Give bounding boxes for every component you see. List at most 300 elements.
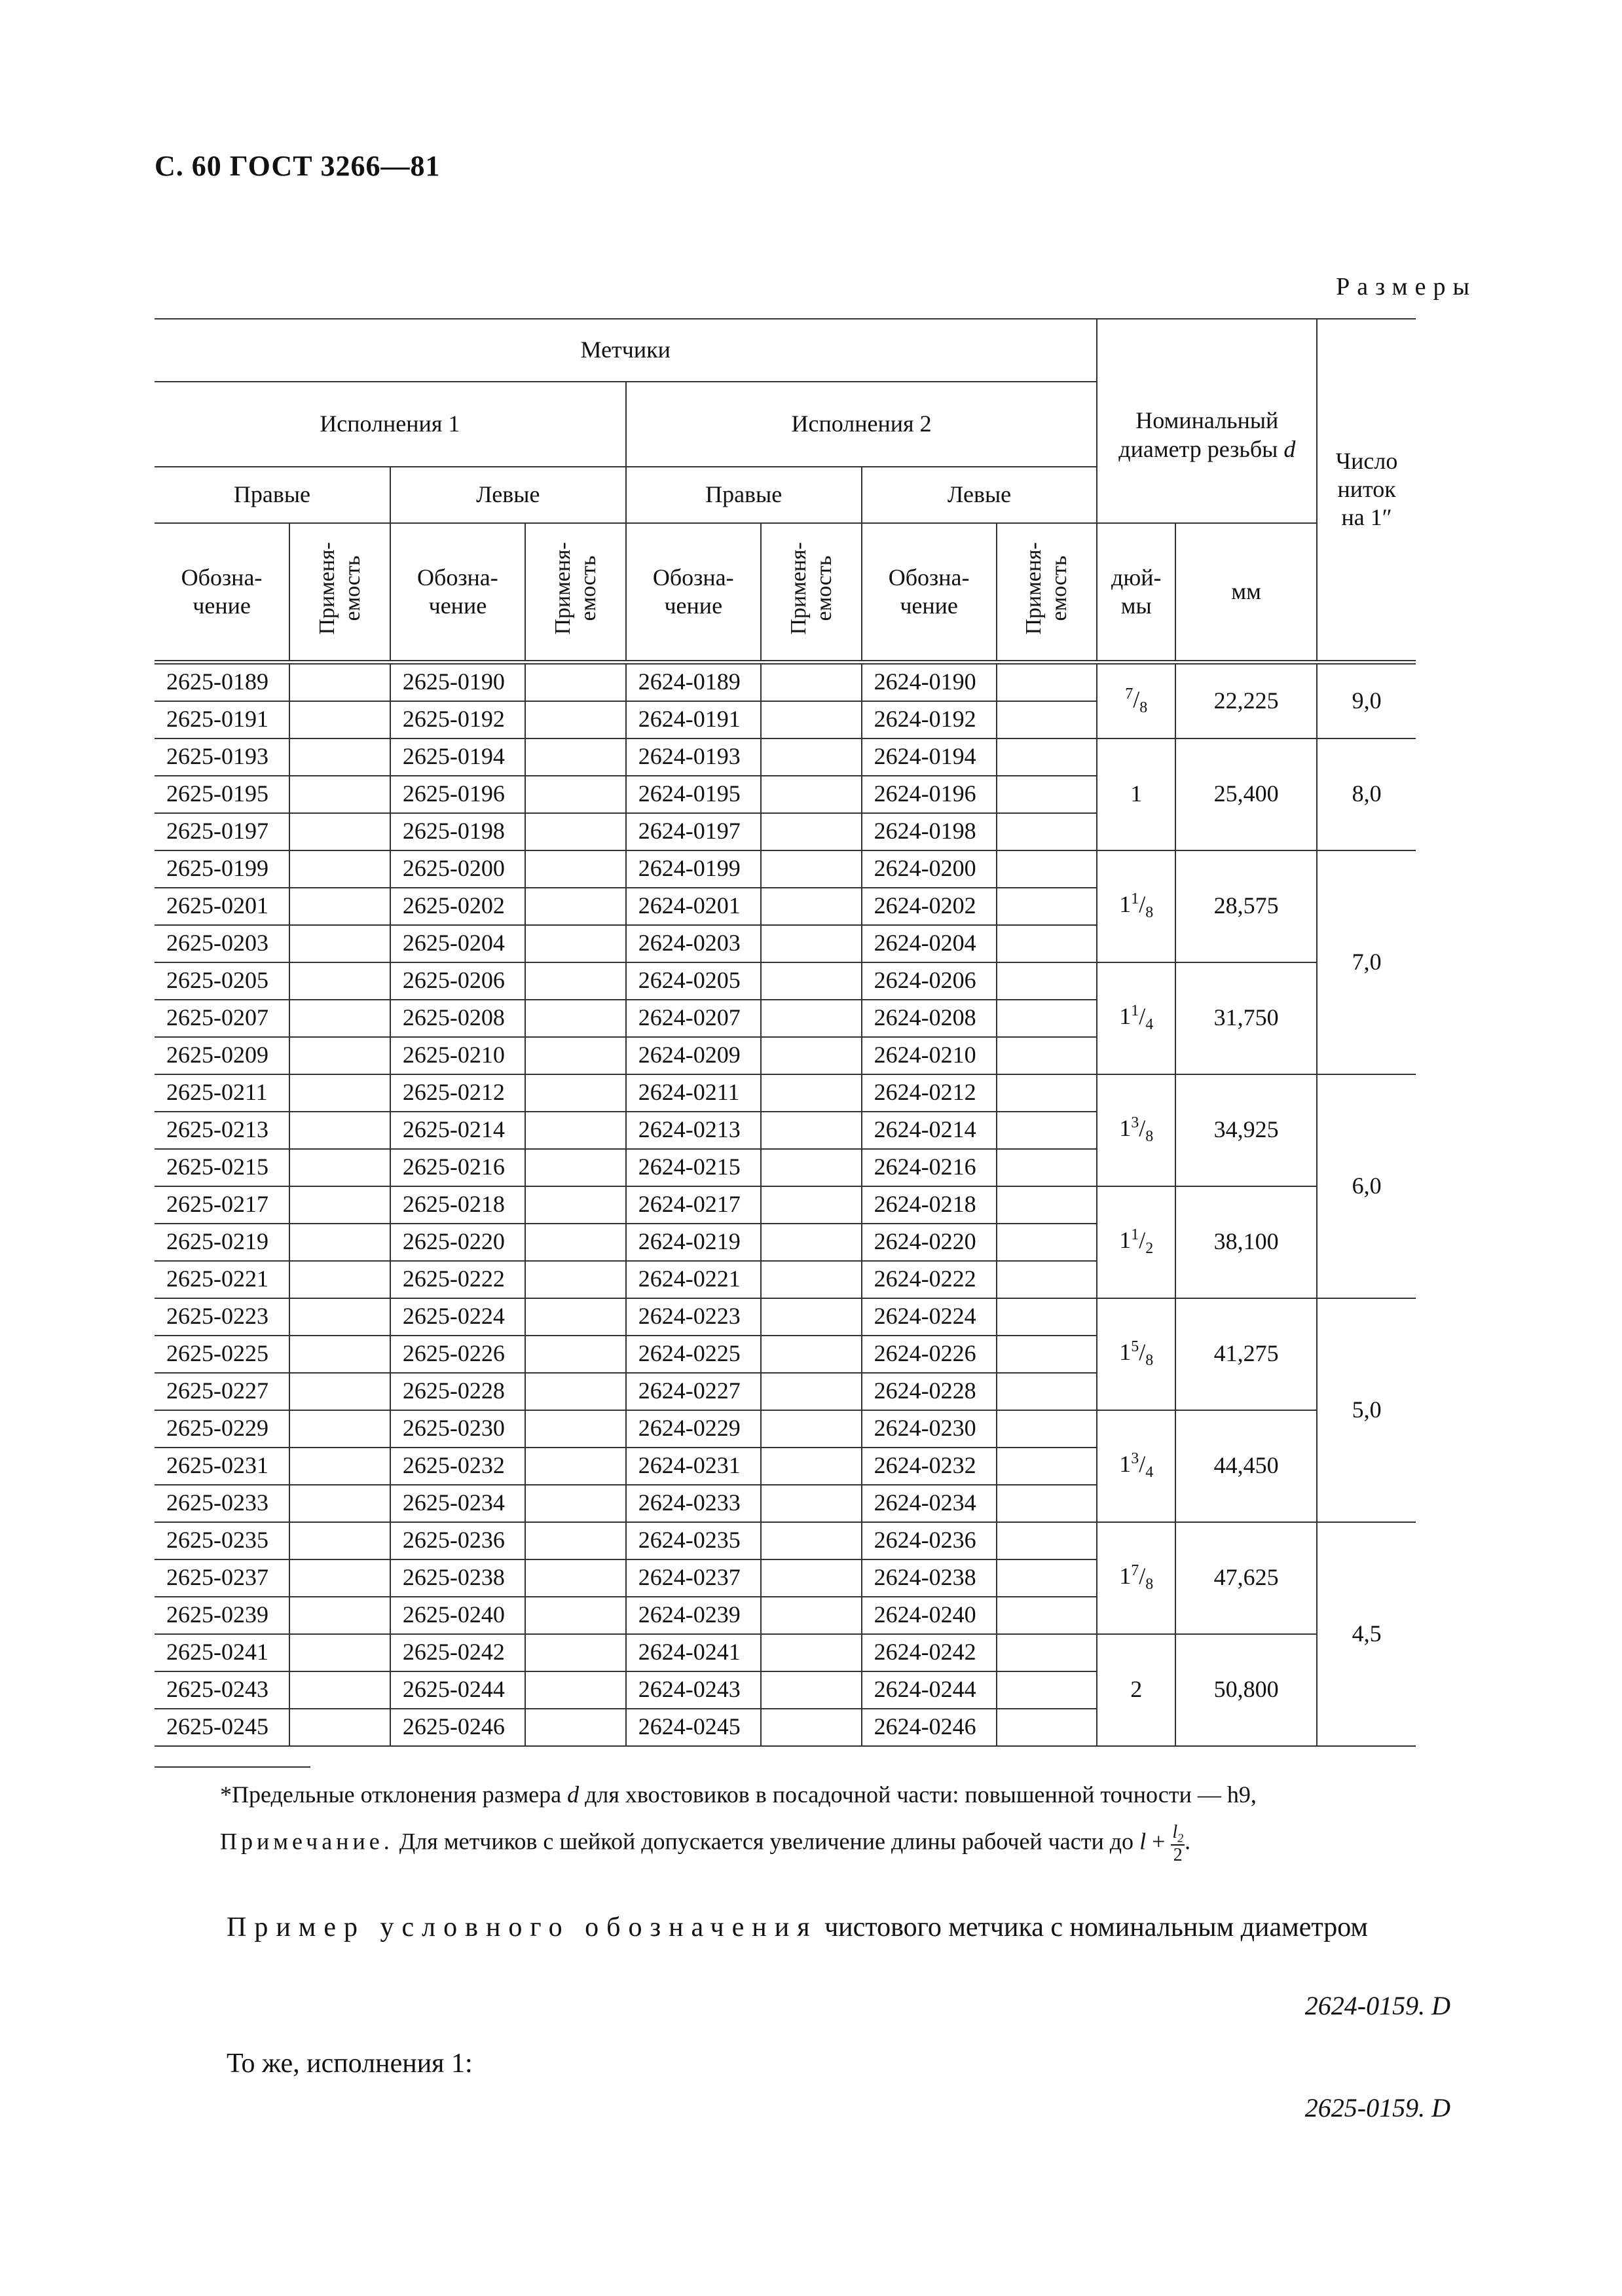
applicability-cell xyxy=(761,701,862,738)
inch-slash: / xyxy=(1139,1339,1146,1365)
designation-cell: 2624-0228 xyxy=(862,1373,997,1410)
header-inches: дюй- мы xyxy=(1097,523,1175,662)
designation-cell: 2624-0200 xyxy=(862,850,997,888)
applicability-cell xyxy=(761,1373,862,1410)
designation-cell: 2625-0208 xyxy=(390,1000,525,1037)
designation-cell: 2625-0212 xyxy=(390,1074,525,1112)
designation-cell: 2624-0245 xyxy=(626,1709,761,1746)
designation-cell: 2625-0240 xyxy=(390,1597,525,1634)
applicability-cell xyxy=(525,1224,626,1261)
inch-numerator: 3 xyxy=(1131,1114,1139,1131)
applicability-cell xyxy=(525,662,626,701)
applicability-cell xyxy=(289,1224,390,1261)
threads-per-inch-cell: 8,0 xyxy=(1317,738,1416,850)
inch-numerator: 5 xyxy=(1131,1338,1139,1355)
applicability-cell xyxy=(289,738,390,776)
designation-cell: 2625-0189 xyxy=(155,662,289,701)
inch-whole: 1 xyxy=(1119,1227,1132,1253)
table-body xyxy=(155,662,1416,1746)
designation-cell: 2625-0231 xyxy=(155,1448,289,1485)
designation-cell: 2625-0216 xyxy=(390,1149,525,1186)
note xyxy=(220,1823,1190,1865)
designation-cell: 2625-0191 xyxy=(155,701,289,738)
designation-cell: 2625-0222 xyxy=(390,1261,525,1298)
applicability-cell xyxy=(997,1298,1097,1336)
applicability-cell xyxy=(997,1149,1097,1186)
designation-cell: 2625-0198 xyxy=(390,813,525,850)
applicability-cell xyxy=(761,1336,862,1373)
applicability-cell xyxy=(997,962,1097,1000)
applicability-cell xyxy=(525,1597,626,1634)
designation-cell: 2624-0214 xyxy=(862,1112,997,1149)
applicability-cell xyxy=(525,1559,626,1597)
designation-cell: 2624-0227 xyxy=(626,1373,761,1410)
applicability-cell xyxy=(525,1149,626,1186)
table-row xyxy=(155,662,1416,701)
applicability-cell xyxy=(525,1634,626,1671)
applicability-cell xyxy=(997,1261,1097,1298)
taps-table xyxy=(155,318,1416,1747)
inch-whole: 1 xyxy=(1119,1003,1132,1029)
designation-cell: 2625-0209 xyxy=(155,1037,289,1074)
applicability-cell xyxy=(997,1709,1097,1746)
footnote xyxy=(220,1781,1257,1808)
designation-cell: 2625-0242 xyxy=(390,1634,525,1671)
applicability-cell xyxy=(525,1522,626,1559)
applicability-cell xyxy=(997,701,1097,738)
designation-cell: 2625-0211 xyxy=(155,1074,289,1112)
threads-per-inch-cell: 4,5 xyxy=(1317,1522,1416,1746)
applicability-cell xyxy=(525,1336,626,1373)
table-row xyxy=(155,1074,1416,1112)
diameter-inches-cell xyxy=(1097,1634,1175,1746)
designation-cell: 2624-0219 xyxy=(626,1224,761,1261)
designation-cell: 2625-0246 xyxy=(390,1709,525,1746)
applicability-cell xyxy=(525,1373,626,1410)
applicability-cell xyxy=(525,962,626,1000)
inch-numerator: 1 xyxy=(1131,890,1139,907)
applicability-cell xyxy=(761,776,862,813)
designation-cell: 2625-0197 xyxy=(155,813,289,850)
applicability-cell xyxy=(525,1485,626,1522)
header-taps: Метчики xyxy=(155,319,1097,382)
applicability-cell xyxy=(525,1709,626,1746)
applicability-cell xyxy=(761,1448,862,1485)
applicability-cell xyxy=(525,1037,626,1074)
designation-cell: 2624-0238 xyxy=(862,1559,997,1597)
fraction-denominator: 2 xyxy=(1173,1845,1183,1866)
fraction-numerator-sub: 2 xyxy=(1177,1831,1184,1845)
inch-slash: / xyxy=(1139,891,1146,917)
inch-denominator: 4 xyxy=(1145,1016,1154,1034)
designation-cell: 2625-0223 xyxy=(155,1298,289,1336)
applicability-cell xyxy=(997,1597,1097,1634)
designation-cell: 2624-0213 xyxy=(626,1112,761,1149)
designation-cell: 2624-0234 xyxy=(862,1485,997,1522)
inch-slash: / xyxy=(1139,1003,1146,1029)
applicability-cell xyxy=(997,662,1097,701)
diameter-inches-cell xyxy=(1097,962,1175,1074)
inch-slash: / xyxy=(1139,1115,1146,1141)
designation-cell: 2624-0224 xyxy=(862,1298,997,1336)
header-v1-right: Правые xyxy=(155,467,390,523)
applicability-cell xyxy=(761,850,862,888)
applicability-cell xyxy=(761,1485,862,1522)
applicability-cell xyxy=(289,1186,390,1224)
designation-cell: 2625-0190 xyxy=(390,662,525,701)
designation-cell: 2625-0210 xyxy=(390,1037,525,1074)
applicability-cell xyxy=(997,1037,1097,1074)
applicability-cell xyxy=(289,962,390,1000)
diameter-inches-cell xyxy=(1097,1410,1175,1522)
footnote-rule xyxy=(155,1766,310,1768)
applicability-cell xyxy=(289,1559,390,1597)
applicability-cell xyxy=(761,1074,862,1112)
nominal-diameter-label: Номинальный диаметр резьбы d xyxy=(1118,407,1296,462)
diameter-mm-cell: 47,625 xyxy=(1175,1522,1317,1634)
diameter-inches-value xyxy=(1119,890,1154,922)
note-formula-fraction xyxy=(1171,1823,1185,1865)
designation-cell: 2625-0199 xyxy=(155,850,289,888)
applicability-cell xyxy=(525,1261,626,1298)
designation-cell: 2624-0217 xyxy=(626,1186,761,1224)
applicability-cell xyxy=(289,1000,390,1037)
designation-cell: 2624-0215 xyxy=(626,1149,761,1186)
applicability-cell xyxy=(997,1485,1097,1522)
applicability-cell xyxy=(997,1000,1097,1037)
applicability-cell xyxy=(761,813,862,850)
applicability-cell xyxy=(289,1634,390,1671)
applicability-cell xyxy=(289,1261,390,1298)
designation-cell: 2625-0235 xyxy=(155,1522,289,1559)
inch-numerator: 1 xyxy=(1131,1002,1139,1019)
diameter-inches-cell xyxy=(1097,1522,1175,1634)
page-header: С. 60 ГОСТ 3266—81 xyxy=(155,150,441,182)
diameter-inches-value xyxy=(1130,780,1142,807)
applicability-cell xyxy=(289,1298,390,1336)
designation-cell: 2624-0199 xyxy=(626,850,761,888)
threads-per-inch-cell: 6,0 xyxy=(1317,1074,1416,1298)
inch-whole: 1 xyxy=(1119,1563,1132,1589)
designation-cell: 2625-0238 xyxy=(390,1559,525,1597)
applicability-cell xyxy=(761,738,862,776)
inch-whole: 2 xyxy=(1130,1676,1143,1703)
designation-cell: 2624-0190 xyxy=(862,662,997,701)
diameter-inches-cell xyxy=(1097,850,1175,962)
diameter-mm-cell: 22,225 xyxy=(1175,662,1317,738)
inch-whole: 1 xyxy=(1130,780,1143,807)
designation-cell: 2624-0221 xyxy=(626,1261,761,1298)
designation-cell: 2624-0201 xyxy=(626,888,761,925)
designation-cell: 2625-0244 xyxy=(390,1671,525,1709)
designation-cell: 2624-0211 xyxy=(626,1074,761,1112)
applicability-cell xyxy=(997,813,1097,850)
designation-cell: 2625-0220 xyxy=(390,1224,525,1261)
inch-numerator: 7 xyxy=(1125,685,1134,702)
designation-cell: 2624-0229 xyxy=(626,1410,761,1448)
header-version-1: Исполнения 1 xyxy=(155,382,626,467)
applicability-cell xyxy=(761,962,862,1000)
applicability-cell xyxy=(289,1671,390,1709)
applicability-cell xyxy=(761,1522,862,1559)
header-version-2: Исполнения 2 xyxy=(626,382,1097,467)
diameter-inches-value xyxy=(1119,1226,1154,1258)
header-applicability: Применя- емость xyxy=(761,523,862,662)
applicability-cell xyxy=(997,738,1097,776)
designation-cell: 2624-0233 xyxy=(626,1485,761,1522)
inch-denominator: 8 xyxy=(1145,1128,1154,1146)
applicability-cell xyxy=(761,1298,862,1336)
fraction-numerator: l xyxy=(1172,1822,1178,1842)
applicability-cell xyxy=(997,1112,1097,1149)
designation-cell: 2624-0244 xyxy=(862,1671,997,1709)
designation-cell: 2624-0204 xyxy=(862,925,997,962)
applicability-cell xyxy=(525,1410,626,1448)
applicability-cell xyxy=(289,1074,390,1112)
applicability-cell xyxy=(289,701,390,738)
table-row xyxy=(155,1410,1416,1448)
applicability-cell xyxy=(289,1709,390,1746)
applicability-cell xyxy=(761,1597,862,1634)
inch-denominator: 2 xyxy=(1145,1240,1154,1258)
designation-cell: 2625-0226 xyxy=(390,1336,525,1373)
designation-cell: 2625-0213 xyxy=(155,1112,289,1149)
inch-slash: / xyxy=(1139,1227,1146,1253)
applicability-cell xyxy=(997,1373,1097,1410)
applicability-cell xyxy=(761,1186,862,1224)
applicability-cell xyxy=(289,813,390,850)
applicability-cell xyxy=(525,1074,626,1112)
applicability-cell xyxy=(997,1410,1097,1448)
applicability-cell xyxy=(761,1671,862,1709)
designation-cell: 2624-0210 xyxy=(862,1037,997,1074)
note-text: Для метчиков с шейкой допускается увеличение длины рабочей части до xyxy=(393,1828,1140,1855)
designation-cell: 2624-0193 xyxy=(626,738,761,776)
diameter-inches-value xyxy=(1130,1676,1142,1702)
designation-cell: 2625-0214 xyxy=(390,1112,525,1149)
applicability-cell xyxy=(289,1522,390,1559)
applicability-cell xyxy=(997,1448,1097,1485)
header-v2-left: Левые xyxy=(862,467,1097,523)
applicability-cell xyxy=(997,925,1097,962)
applicability-cell xyxy=(289,1485,390,1522)
header-threads: Число ниток на 1″ xyxy=(1317,319,1416,662)
applicability-cell xyxy=(997,1634,1097,1671)
designation-cell: 2625-0232 xyxy=(390,1448,525,1485)
diameter-inches-cell xyxy=(1097,1074,1175,1186)
designation-cell: 2624-0196 xyxy=(862,776,997,813)
designation-cell: 2625-0193 xyxy=(155,738,289,776)
note-formula-plus: + xyxy=(1146,1828,1171,1855)
inch-denominator: 8 xyxy=(1145,1576,1154,1594)
table-row xyxy=(155,1522,1416,1559)
note-end: . xyxy=(1185,1828,1191,1855)
applicability-cell xyxy=(997,1671,1097,1709)
designation-cell: 2625-0194 xyxy=(390,738,525,776)
header-designation: Обозна- чение xyxy=(626,523,761,662)
applicability-cell xyxy=(289,1597,390,1634)
applicability-cell xyxy=(525,1298,626,1336)
applicability-cell xyxy=(289,776,390,813)
diameter-mm-cell: 38,100 xyxy=(1175,1186,1317,1298)
applicability-cell xyxy=(289,1336,390,1373)
designation-cell: 2624-0218 xyxy=(862,1186,997,1224)
header-nominal-diameter xyxy=(1097,319,1317,523)
designation-cell: 2625-0204 xyxy=(390,925,525,962)
applicability-cell xyxy=(997,1186,1097,1224)
designation-cell: 2625-0195 xyxy=(155,776,289,813)
designation-cell: 2624-0240 xyxy=(862,1597,997,1634)
designation-cell: 2625-0215 xyxy=(155,1149,289,1186)
header-v1-left: Левые xyxy=(390,467,626,523)
diameter-inches-cell xyxy=(1097,738,1175,850)
applicability-cell xyxy=(289,888,390,925)
example-same: То же, исполнения 1: xyxy=(227,2049,473,2079)
diameter-mm-cell: 41,275 xyxy=(1175,1298,1317,1410)
inch-whole: 1 xyxy=(1119,1339,1132,1365)
diameter-inches-value xyxy=(1119,1450,1154,1482)
designation-cell: 2625-0192 xyxy=(390,701,525,738)
designation-cell: 2624-0202 xyxy=(862,888,997,925)
designation-cell: 2625-0230 xyxy=(390,1410,525,1448)
designation-cell: 2625-0245 xyxy=(155,1709,289,1746)
applicability-cell xyxy=(525,1671,626,1709)
header-applicability: Применя- емость xyxy=(289,523,390,662)
designation-cell: 2624-0235 xyxy=(626,1522,761,1559)
designation-cell: 2624-0246 xyxy=(862,1709,997,1746)
designation-cell: 2625-0241 xyxy=(155,1634,289,1671)
applicability-cell xyxy=(761,1000,862,1037)
designation-cell: 2625-0237 xyxy=(155,1559,289,1597)
example xyxy=(227,1912,1368,1943)
designation-cell: 2625-0225 xyxy=(155,1336,289,1373)
applicability-cell xyxy=(997,1522,1097,1559)
inch-whole: 1 xyxy=(1119,891,1132,917)
diameter-mm-cell: 34,925 xyxy=(1175,1074,1317,1186)
applicability-cell xyxy=(525,776,626,813)
inch-denominator: 4 xyxy=(1145,1464,1154,1482)
applicability-cell xyxy=(289,850,390,888)
applicability-cell xyxy=(997,850,1097,888)
applicability-cell xyxy=(525,1112,626,1149)
designation-cell: 2625-0228 xyxy=(390,1373,525,1410)
designation-cell: 2624-0192 xyxy=(862,701,997,738)
designation-cell: 2624-0191 xyxy=(626,701,761,738)
header-mm: мм xyxy=(1175,523,1317,662)
designation-cell: 2624-0242 xyxy=(862,1634,997,1671)
designation-cell: 2625-0196 xyxy=(390,776,525,813)
header-designation: Обозна- чение xyxy=(390,523,525,662)
inch-denominator: 8 xyxy=(1145,904,1154,922)
designation-cell: 2624-0209 xyxy=(626,1037,761,1074)
footnote-suffix: для хвостовиков в посадочной части: повышенной точности — h9, xyxy=(579,1781,1257,1808)
applicability-cell xyxy=(761,1261,862,1298)
designation-cell: 2624-0226 xyxy=(862,1336,997,1373)
header-designation: Обозна- чение xyxy=(155,523,289,662)
applicability-cell xyxy=(761,1224,862,1261)
inch-slash: / xyxy=(1139,1451,1146,1477)
table-row xyxy=(155,1298,1416,1336)
designation-cell: 2624-0222 xyxy=(862,1261,997,1298)
designation-cell: 2625-0200 xyxy=(390,850,525,888)
applicability-cell xyxy=(289,662,390,701)
applicability-cell xyxy=(289,1149,390,1186)
table-header xyxy=(155,319,1416,662)
designation-cell: 2625-0202 xyxy=(390,888,525,925)
applicability-cell xyxy=(761,1410,862,1448)
applicability-cell xyxy=(289,1373,390,1410)
applicability-cell xyxy=(997,1074,1097,1112)
inch-whole: 1 xyxy=(1119,1451,1132,1477)
designation-cell: 2625-0217 xyxy=(155,1186,289,1224)
designation-cell: 2624-0237 xyxy=(626,1559,761,1597)
designation-cell: 2624-0223 xyxy=(626,1298,761,1336)
inch-numerator: 1 xyxy=(1131,1226,1139,1243)
diameter-mm-cell: 31,750 xyxy=(1175,962,1317,1074)
header-applicability: Применя- емость xyxy=(997,523,1097,662)
applicability-cell xyxy=(289,1410,390,1448)
inch-slash: / xyxy=(1133,685,1140,712)
diameter-inches-value xyxy=(1119,1114,1154,1146)
applicability-cell xyxy=(761,1149,862,1186)
diameter-mm-cell: 25,400 xyxy=(1175,738,1317,850)
applicability-cell xyxy=(525,1000,626,1037)
designation-cell: 2624-0225 xyxy=(626,1336,761,1373)
designation-cell: 2624-0230 xyxy=(862,1410,997,1448)
table-row xyxy=(155,962,1416,1000)
applicability-cell xyxy=(525,925,626,962)
applicability-cell xyxy=(997,1224,1097,1261)
designation-cell: 2625-0234 xyxy=(390,1485,525,1522)
threads-per-inch-cell: 5,0 xyxy=(1317,1298,1416,1522)
applicability-cell xyxy=(289,925,390,962)
threads-per-inch-cell: 7,0 xyxy=(1317,850,1416,1074)
designation-cell: 2624-0216 xyxy=(862,1149,997,1186)
applicability-cell xyxy=(289,1112,390,1149)
designation-cell: 2624-0207 xyxy=(626,1000,761,1037)
applicability-cell xyxy=(525,701,626,738)
designation-cell: 2624-0232 xyxy=(862,1448,997,1485)
designation-cell: 2625-0233 xyxy=(155,1485,289,1522)
applicability-cell xyxy=(997,888,1097,925)
designation-cell: 2624-0197 xyxy=(626,813,761,850)
applicability-cell xyxy=(525,813,626,850)
note-formula-l: l xyxy=(1139,1828,1147,1855)
designation-cell: 2625-0221 xyxy=(155,1261,289,1298)
diameter-inches-value xyxy=(1119,1338,1154,1370)
applicability-cell xyxy=(761,925,862,962)
designation-cell: 2625-0207 xyxy=(155,1000,289,1037)
designation-cell: 2625-0206 xyxy=(390,962,525,1000)
inch-numerator: 3 xyxy=(1131,1450,1139,1467)
designation-cell: 2625-0243 xyxy=(155,1671,289,1709)
designation-cell: 2625-0239 xyxy=(155,1597,289,1634)
designation-cell: 2624-0212 xyxy=(862,1074,997,1112)
footnote-prefix: *Предельные отклонения размера xyxy=(220,1781,568,1808)
applicability-cell xyxy=(761,1709,862,1746)
applicability-cell xyxy=(997,1559,1097,1597)
inch-numerator: 7 xyxy=(1131,1562,1139,1579)
designation-cell: 2624-0208 xyxy=(862,1000,997,1037)
diameter-inches-cell xyxy=(1097,1298,1175,1410)
applicability-cell xyxy=(997,1336,1097,1373)
applicability-cell xyxy=(525,738,626,776)
diameter-inches-value xyxy=(1119,1562,1154,1594)
designation-cell: 2625-0201 xyxy=(155,888,289,925)
designation-cell: 2624-0239 xyxy=(626,1597,761,1634)
example-code-2: 2625-0159. D xyxy=(1304,2093,1450,2123)
applicability-cell xyxy=(761,1112,862,1149)
